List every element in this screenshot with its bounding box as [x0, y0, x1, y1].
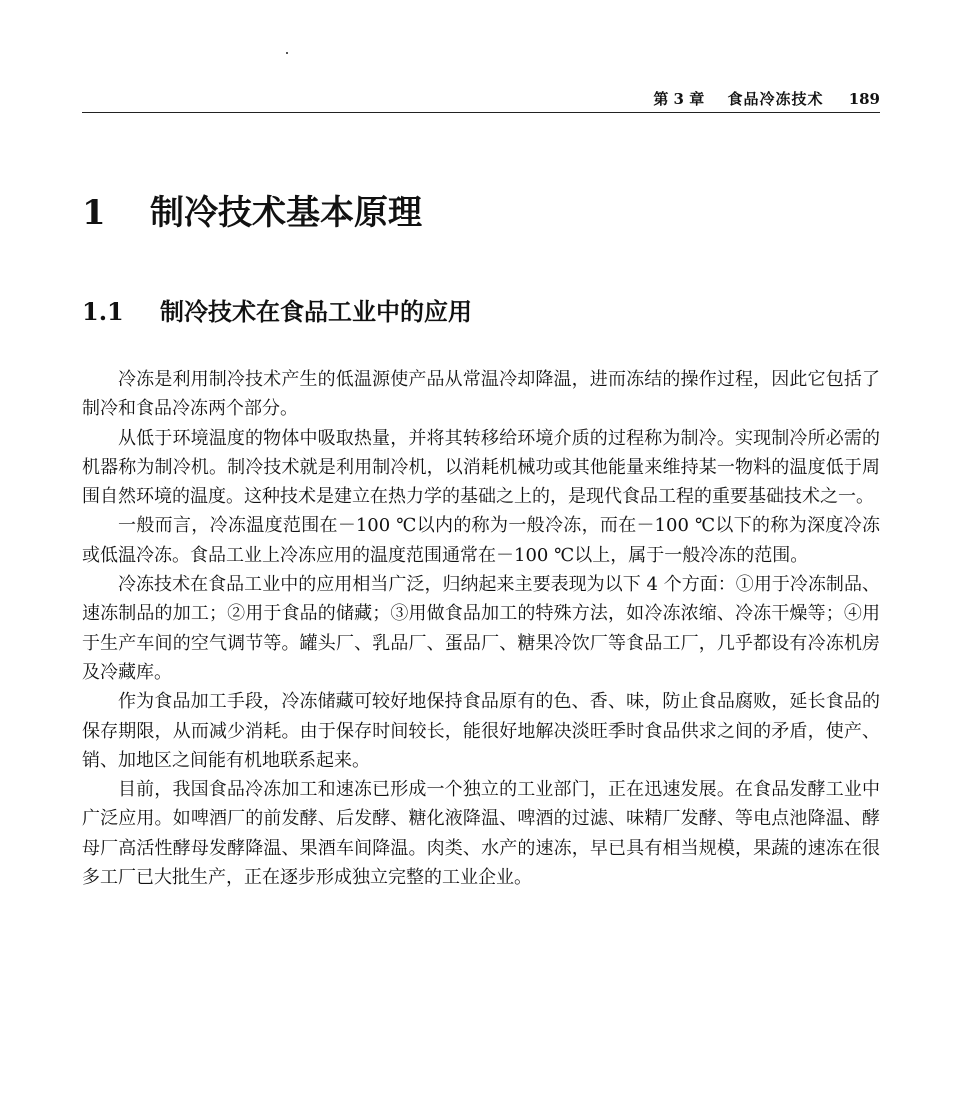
scan-speck — [286, 52, 288, 54]
paragraph: 冷冻是利用制冷技术产生的低温源使产品从常温冷却降温，进而冻结的操作过程，因此它包括了制冷和食品冷冻两个部分。 — [82, 369, 880, 420]
section-number: 1.1 — [82, 297, 124, 326]
page-number: 189 — [848, 90, 880, 108]
paragraph: 一般而言，冷冻温度范围在－100 ℃以内的称为一般冷冻，而在－100 ℃以下的称为深度冷冻或低温冷冻。食品工业上冷冻应用的温度范围通常在－100 ℃以上，属于一般冷冻的范围。 — [82, 515, 880, 566]
running-header — [82, 86, 880, 113]
chapter-number: 1 — [82, 193, 106, 233]
header-chapter-label: 第 3 章 — [653, 90, 705, 108]
section-title: 制冷技术在食品工业中的应用 — [160, 297, 472, 326]
paragraph: 从低于环境温度的物体中吸取热量，并将其转移给环境介质的过程称为制冷。实现制冷所必需的机器称为制冷机。制冷技术就是利用制冷机，以消耗机械功或其他能量来维持某一物料的温度低于周围自然环境的温度。这种技术是建立在热力学的基础之上的，是现代食品工程的重要基础技术之一。 — [82, 427, 880, 508]
header-chapter-title: 食品冷冻技术 — [727, 90, 824, 108]
section-heading — [82, 296, 472, 328]
paragraph: 目前，我国食品冷冻加工和速冻已形成一个独立的工业部门，正在迅速发展。在食品发酵工业中广泛应用。如啤酒厂的前发酵、后发酵、糖化液降温、啤酒的过滤、味精厂发酵、等电点池降温、酵母厂高活性酵母发酵降温、果酒车间降温。肉类、水产的速冻，早已具有相当规模，果蔬的速冻在很多工厂已大批生产，正在逐步形成独立完整的工业企业。 — [82, 779, 880, 889]
body-text — [82, 365, 880, 892]
chapter-heading — [82, 190, 422, 236]
paragraph: 作为食品加工手段，冷冻储藏可较好地保持食品原有的色、香、味，防止食品腐败，延长食品的保存期限，从而减少消耗。由于保存时间较长，能很好地解决淡旺季时食品供求之间的矛盾，使产、销、加地区之间能有机地联系起来。 — [82, 691, 880, 771]
paragraph: 冷冻技术在食品工业中的应用相当广泛，归纳起来主要表现为以下 4 个方面：①用于冷冻制品、速冻制品的加工；②用于食品的储藏；③用做食品加工的特殊方法，如冷冻浓缩、冷冻干燥等；④用于生产车间的空气调节等。罐头厂、乳品厂、蛋品厂、糖果冷饮厂等食品工厂，几乎都设有冷冻机房及冷藏库。 — [82, 574, 880, 683]
chapter-title: 制冷技术基本原理 — [150, 193, 422, 233]
